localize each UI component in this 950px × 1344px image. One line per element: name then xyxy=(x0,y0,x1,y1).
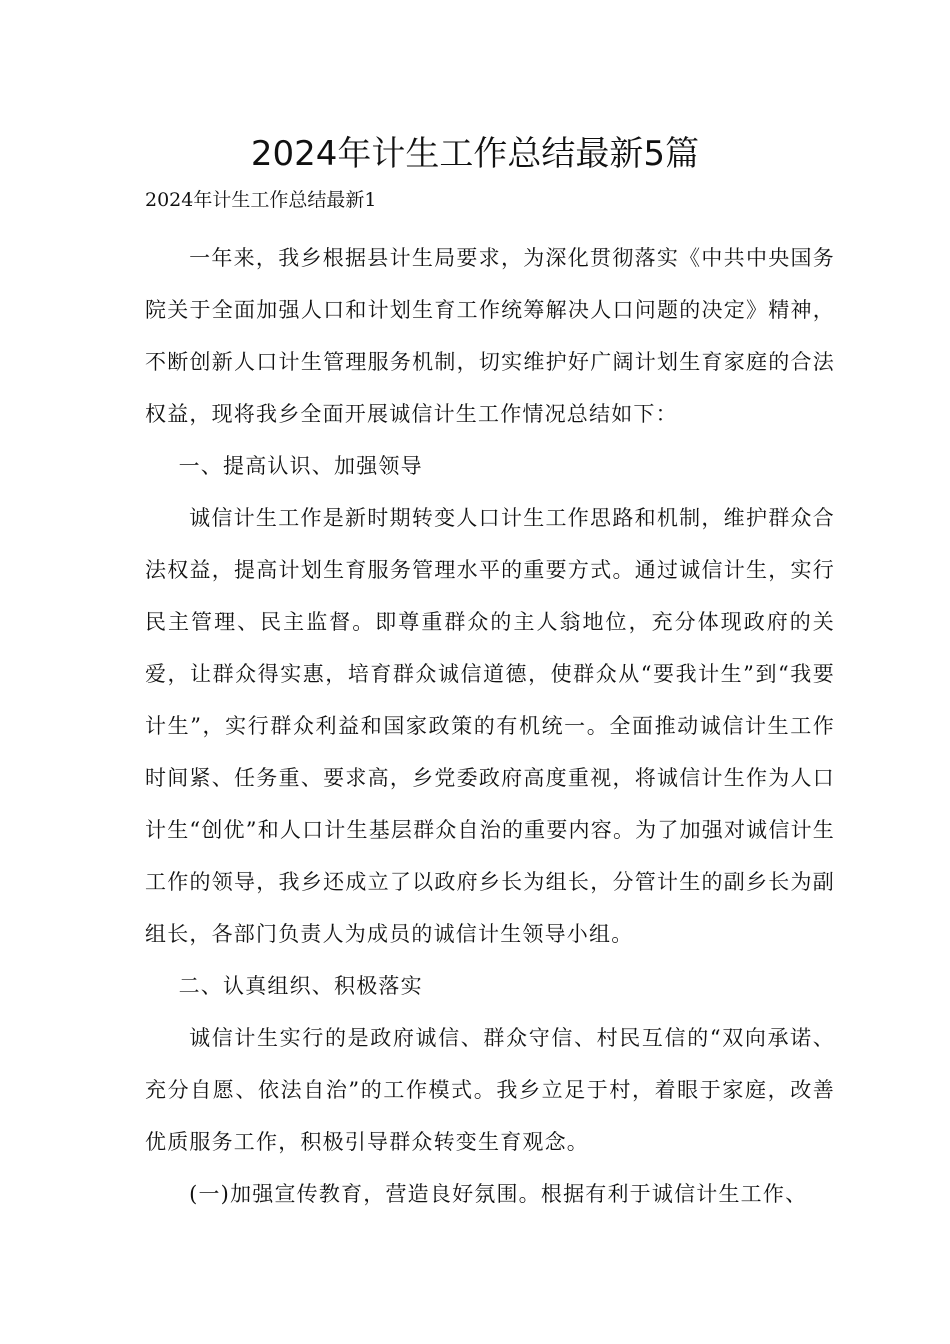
document-body xyxy=(145,232,835,1220)
document-title: 2024年计生工作总结最新5篇 xyxy=(250,134,700,174)
paragraph-intro: 一年来，我乡根据县计生局要求，为深化贯彻落实《中共中央国务院关于全面加强人口和计划生育工作统筹解决人口问题的决定》精神，不断创新人口计生管理服务机制，切实维护好广阔计划生育家庭的合法权益，现将我乡全面开展诚信计生工作情况总结如下： xyxy=(145,246,835,426)
paragraph-section-1: 诚信计生工作是新时期转变人口计生工作思路和机制，维护群众合法权益，提高计划生育服务管理水平的重要方式。通过诚信计生，实行民主管理、民主监督。即尊重群众的主人翁地位，充分体现政府的关爱，让群众得实惠，培育群众诚信道德，使群众从“要我计生”到“我要计生”，实行群众利益和国家政策的有机统一。全面推动诚信计生工作时间紧、任务重、要求高，乡党委政府高度重视，将诚信计生作为人口计生“创优”和人口计生基层群众自治的重要内容。为了加强对诚信计生工作的领导，我乡还成立了以政府乡长为组长，分管计生的副乡长为副组长，各部门负责人为成员的诚信计生领导小组。 xyxy=(145,506,835,946)
document-subtitle: 2024年计生工作总结最新1 xyxy=(145,189,377,211)
section-heading-1: 一、提高认识、加强领导 xyxy=(178,454,423,478)
paragraph-section-2: 诚信计生实行的是政府诚信、群众守信、村民互信的“双向承诺、充分自愿、依法自治”的工作模式。我乡立足于村，着眼于家庭，改善优质服务工作，积极引导群众转变生育观念。 xyxy=(145,1026,835,1154)
section-heading-2: 二、认真组织、积极落实 xyxy=(178,974,423,998)
paragraph-subsection-1: (一)加强宣传教育，营造良好氛围。根据有利于诚信计生工作、 xyxy=(189,1182,808,1206)
